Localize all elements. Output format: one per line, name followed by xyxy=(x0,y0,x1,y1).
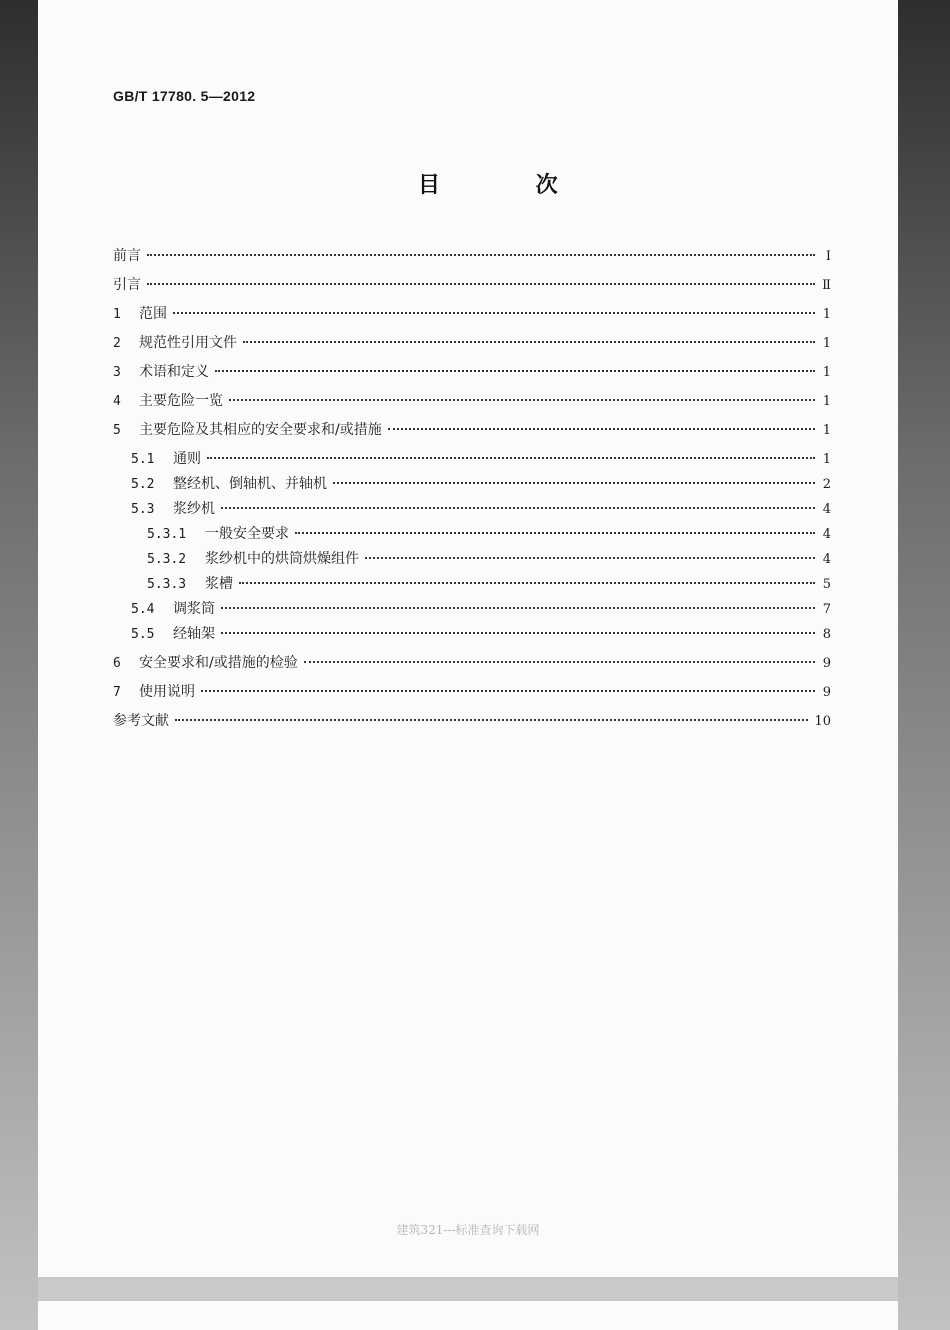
toc-label: 浆纱机 xyxy=(173,501,215,517)
standard-code: GB/T 17780. 5—2012 xyxy=(113,88,256,104)
toc-entry-introduction[interactable] xyxy=(113,274,831,296)
toc-leader xyxy=(229,398,815,401)
toc-entry-5-1[interactable] xyxy=(113,448,831,470)
toc-entry-7[interactable] xyxy=(113,681,831,703)
toc-label: 安全要求和/或措施的检验 xyxy=(139,655,298,671)
toc-entry-foreword[interactable] xyxy=(113,245,831,267)
toc-leader xyxy=(175,718,808,721)
toc-page-number: 1 xyxy=(822,394,831,409)
document-page xyxy=(38,0,898,1277)
toc-page-number: Ⅰ xyxy=(825,249,831,264)
toc-number: 6 xyxy=(113,656,121,671)
toc-leader xyxy=(333,481,815,484)
toc-label: 前言 xyxy=(113,248,141,264)
toc-page-number: 4 xyxy=(822,552,831,567)
toc-entry-5-3[interactable] xyxy=(113,498,831,520)
toc-number: 2 xyxy=(113,336,121,351)
toc-page-number: Ⅱ xyxy=(822,278,831,293)
toc-leader xyxy=(201,689,815,692)
toc-leader xyxy=(147,282,815,285)
toc-number: 5.5 xyxy=(131,627,155,642)
toc-label: 调浆筒 xyxy=(173,601,215,617)
toc-entry-1[interactable] xyxy=(113,303,831,325)
toc-label: 通则 xyxy=(173,451,201,467)
toc-entry-6[interactable] xyxy=(113,652,831,674)
toc-entry-5[interactable] xyxy=(113,419,831,441)
toc-label: 一般安全要求 xyxy=(205,526,289,542)
toc-number: 7 xyxy=(113,685,121,700)
toc-entry-bibliography[interactable] xyxy=(113,710,831,732)
toc-label: 整经机、倒轴机、并轴机 xyxy=(173,476,327,492)
toc-entry-5-3-2[interactable] xyxy=(113,548,831,570)
toc-page-number: 7 xyxy=(822,602,831,617)
toc-page-number: 8 xyxy=(822,627,831,642)
toc-leader xyxy=(243,340,815,343)
toc-label: 引言 xyxy=(113,277,141,293)
toc-page-number: 1 xyxy=(822,307,831,322)
toc-label: 浆槽 xyxy=(205,576,233,592)
toc-label: 主要危险一览 xyxy=(139,393,223,409)
toc-number: 5.3 xyxy=(131,502,155,517)
toc-page-number: 10 xyxy=(814,714,831,729)
toc-page-number: 5 xyxy=(822,577,831,592)
toc-number: 1 xyxy=(113,307,121,322)
toc-label: 术语和定义 xyxy=(139,364,209,380)
toc-leader xyxy=(239,581,815,584)
toc-label: 规范性引用文件 xyxy=(139,335,237,351)
toc-label: 经轴架 xyxy=(173,626,215,642)
toc-leader xyxy=(388,427,815,430)
toc-entry-4[interactable] xyxy=(113,390,831,412)
toc-leader xyxy=(221,506,815,509)
toc-number: 5.4 xyxy=(131,602,155,617)
toc-page-number: 9 xyxy=(822,656,831,671)
toc-entry-3[interactable] xyxy=(113,361,831,383)
toc-label: 参考文献 xyxy=(113,713,169,729)
toc-leader xyxy=(221,631,815,634)
toc-leader xyxy=(295,531,815,534)
toc-number: 5.1 xyxy=(131,452,155,467)
toc-label: 范围 xyxy=(139,306,167,322)
toc-page-number: 4 xyxy=(822,527,831,542)
toc-number: 3 xyxy=(113,365,121,380)
toc-number: 5 xyxy=(113,423,121,438)
toc-number: 5.2 xyxy=(131,477,155,492)
toc-entry-2[interactable] xyxy=(113,332,831,354)
watermark: 建筑321---标准查询下载网 xyxy=(396,1223,540,1237)
toc-entry-5-4[interactable] xyxy=(113,598,831,620)
toc-entry-5-3-1[interactable] xyxy=(113,523,831,545)
toc-title: 目 次 xyxy=(418,173,602,198)
toc-leader xyxy=(304,660,815,663)
toc-number: 5.3.1 xyxy=(147,527,187,542)
toc-entry-5-5[interactable] xyxy=(113,623,831,645)
toc-leader xyxy=(215,369,815,372)
toc-entry-5-2[interactable] xyxy=(113,473,831,495)
page-separator xyxy=(38,1277,898,1301)
toc-label: 主要危险及其相应的安全要求和/或措施 xyxy=(139,422,382,438)
toc-page-number: 1 xyxy=(822,423,831,438)
toc-number: 4 xyxy=(113,394,121,409)
viewer-left-margin xyxy=(0,0,38,1330)
toc-leader xyxy=(365,556,815,559)
next-page-edge xyxy=(38,1301,898,1330)
toc-page-number: 1 xyxy=(822,365,831,380)
toc-page-number: 1 xyxy=(822,452,831,467)
toc-leader xyxy=(221,606,815,609)
toc-leader xyxy=(147,253,815,256)
viewer-right-margin xyxy=(898,0,950,1330)
toc-leader xyxy=(207,456,815,459)
toc-label: 使用说明 xyxy=(139,684,195,700)
toc-number: 5.3.2 xyxy=(147,552,187,567)
toc-page-number: 4 xyxy=(822,502,831,517)
toc-leader xyxy=(173,311,815,314)
toc-page-number: 2 xyxy=(822,477,831,492)
toc-page-number: 1 xyxy=(822,336,831,351)
toc-number: 5.3.3 xyxy=(147,577,187,592)
toc-page-number: 9 xyxy=(822,685,831,700)
toc-label: 浆纱机中的烘筒烘燥组件 xyxy=(205,551,359,567)
toc-entry-5-3-3[interactable] xyxy=(113,573,831,595)
